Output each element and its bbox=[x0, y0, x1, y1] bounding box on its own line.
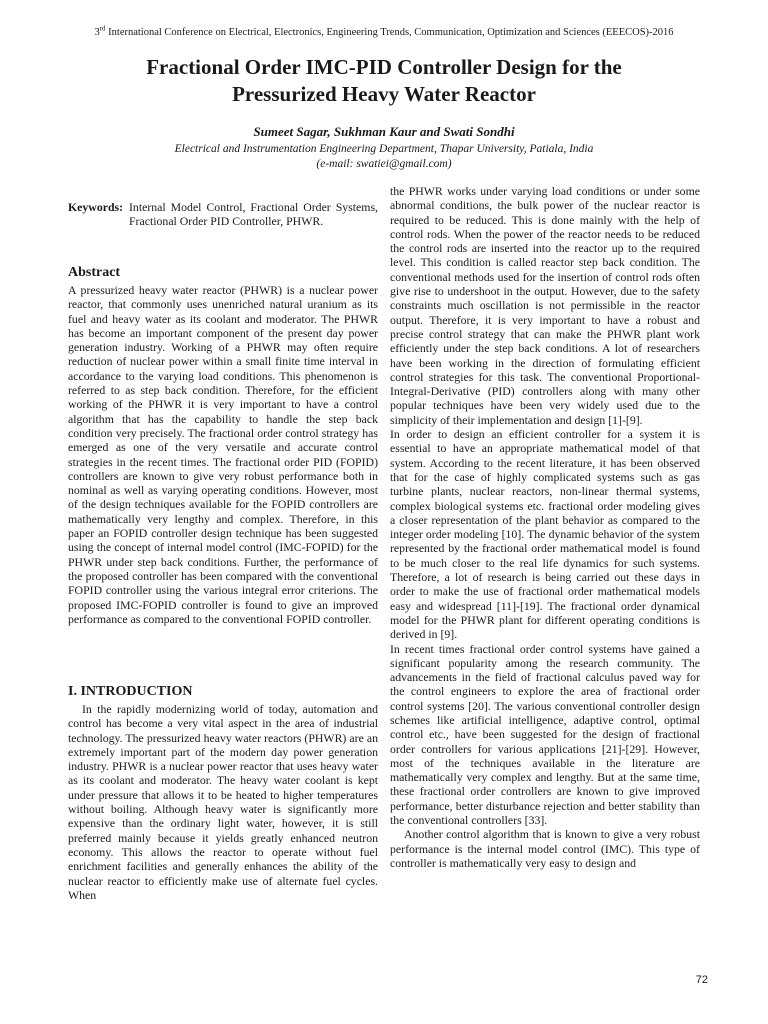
header-ordinal: 3 bbox=[94, 27, 100, 38]
abstract-section bbox=[68, 264, 378, 626]
title-line-1: Fractional Order IMC-PID Controller Design for the bbox=[146, 55, 622, 79]
title-line-2: Pressurized Heavy Water Reactor bbox=[232, 82, 536, 106]
right-paragraph-4: Another control algorithm that is known to give a very robust performance is the internal model control (IMC). This type of controller is mathematically very easy to design and bbox=[390, 827, 700, 870]
abstract-heading: Abstract bbox=[68, 265, 121, 280]
right-paragraph-3: In recent times fractional order control systems have gained a significant popularity among the research community. The advancements in the field of fractional calculus paved way for the control engineers to explore the area of fractional order control systems [20]. The various conventional controller design schemes like artificial intelligence, adaptive control, optimal control etc., have been suggested for the design of fractional order controllers for various applications [21]-[29]. However, most of the techniques available in the literature are mathematically very complex and lengthy. But at the same time, these fractional order controllers are known to give improved performance, better disturbance rejection and better stability than the conventional controllers [33]. bbox=[390, 641, 700, 828]
introduction-section bbox=[68, 683, 378, 902]
running-header bbox=[60, 26, 708, 40]
keywords-block bbox=[68, 200, 378, 229]
introduction-paragraph-1: In the rapidly modernizing world of today, automation and control has become a very vital aspect in the area of industrial technology. The pressurized heavy water reactors (PHWR) are an extremely important part of the modern day power generation industry. PHWR is a nuclear power reactor that uses heavy water as its coolant and moderator. The heavy water coolant is kept under pressure that allows it to be heated to higher temperatures without boiling. Although heavy water is significantly more expensive than the ordinary light water, however, it is still preferred mainly because it yields greatly enhanced neutron economy. This allows the reactor to operate without fuel enrichment facilities and generally enhances the ability of the nuclear reactor to efficiently make use of alternate fuel cycles. When bbox=[68, 702, 378, 902]
authors: Sumeet Sagar, Sukhman Kaur and Swati Sondhi bbox=[253, 124, 515, 139]
right-column bbox=[390, 184, 700, 870]
right-paragraph-2: In order to design an efficient controller for a system it is essential to have an appropriate mathematical model of that system. According to the recent literature, it has been observed that for the case of highly complicated systems such as gas turbine plants, nuclear reactors, non-linear thermal systems, complex biological systems etc. fractional order modeling gives a closer representation of the plant behavior as compared to the integer order modeling [10]. The dynamic behavior of the system represented by the fractional order mathematical model is found to be much closer to the real life dynamics for such systems. Therefore, a lot of research is being carried out these days in order to make the use of fractional order mathematical models easy and widespread [11]-[19]. The fractional order dynamical model for the PHWR plant for different operating conditions is derived in [9]. bbox=[390, 427, 700, 642]
header-conference-text: International Conference on Electrical, Electronics, Engineering Trends, Communication, Optimization and Sciences (EEECOS)-2016 bbox=[105, 27, 674, 38]
author-email: (e-mail: swatiei@gmail.com) bbox=[316, 158, 452, 170]
keywords-label: Keywords: bbox=[68, 200, 124, 214]
page-number: 72 bbox=[695, 974, 708, 986]
introduction-heading: I. INTRODUCTION bbox=[68, 684, 193, 699]
abstract-text: A pressurized heavy water reactor (PHWR) is a nuclear power reactor, that commonly uses unenriched natural uranium as its fuel and heavy water as its coolant and moderator. The PHWR has become an important component of the present day power generation industry. Working of a PHWR may often require reduction of nuclear power within a small finite time interval in accordance to the varying load conditions. This phenomenon is referred to as step back condition. Therefore, for the efficient working of the PHWR it is very important to have a control algorithm that has the capability to handle the step back condition very precisely. The fractional order control strategy has emerged as one of the very versatile and accurate control strategies in the recent times. The fractional order PID (FOPID) controllers are known to give very robust performance both in nominal as well as varying operating conditions. However, most of the design techniques available for the FOPID controllers are mathematically very lengthy and complex. Therefore, in this paper an FOPID controller design technique has been suggested using the concept of internal model control (IMC-FOPID) for the PHWR under step back conditions. Further, the performance of the proposed controller has been compared with the conventional FOPID controller using the various integral error criterions. The proposed IMC-FOPID controller is found to give an improved performance as compared to the conventional FOPID controller. bbox=[68, 283, 378, 626]
keywords-text: Internal Model Control, Fractional Order Systems, Fractional Order PID Controller, PHWR. bbox=[129, 200, 378, 229]
affiliation: Electrical and Instrumentation Engineering Department, Thapar University, Patiala, India bbox=[174, 143, 594, 155]
header-ordinal-suffix: rd bbox=[99, 24, 106, 33]
paper-title bbox=[60, 54, 708, 108]
right-paragraph-1: the PHWR works under varying load conditions or under some abnormal conditions, the bulk power of the nuclear reactor is required to be reduced. This is done mainly with the help of control rods. When the power of the reactor needs to be reduced the control rods are inserted into the reactor up to the required level. This condition is called reactor step back condition. The conventional methods used for the insertion of control rods often give rise to undershoot in the output. However, due to the safety constraints much oscillation is not permissible in the reactor output. Therefore, it is very important to have a robust and precise control strategy that can make the PHWR plant work efficiently under the step back conditions. A lot of researchers have been working in the direction of formulating efficient control strategies for this task. The conventional Proportional-Integral-Derivative (PID) controllers along with many other popular techniques have been very widely used due to the simplicity of their implementation and design [1]-[9]. bbox=[390, 184, 700, 427]
